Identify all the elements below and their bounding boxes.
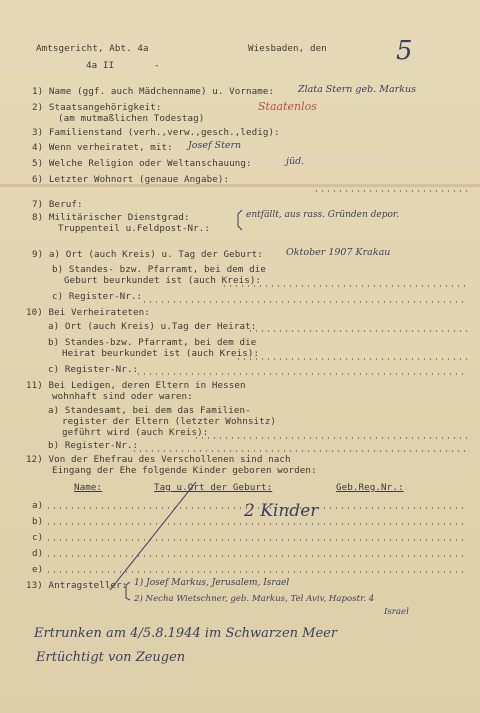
field-5-label: 5) Welche Religion oder Weltanschauung: [32, 158, 252, 169]
page-mark: 5 [396, 36, 413, 66]
applicant-2-cont: Israel [384, 607, 409, 617]
field-2-sub: (am mutmaßlichen Todestag) [58, 113, 205, 124]
field-8-sub: Truppenteil u.Feldpost-Nr.: [58, 223, 211, 234]
field-11b: b) Register-Nr.: [48, 440, 139, 451]
field-9b-line1: b) Standes- bzw. Pfarramt, bei dem die [52, 264, 266, 275]
field-4-label: 4) Wenn verheiratet, mit: [32, 142, 173, 153]
children-note: 2 Kinder [244, 501, 319, 521]
child-row-c: c) [32, 532, 44, 543]
applicant-1: 1) Josef Markus, Jerusalem, Israel [134, 578, 290, 588]
field-11a-line1: a) Standesamt, bei dem das Familien- [48, 405, 251, 416]
strike-through-line [110, 482, 196, 590]
field-7-label: 7) Beruf: [32, 199, 83, 210]
applicant-2: 2) Necha Wietschner, geb. Markus, Tel Aviv, Hapostr. 4 [134, 594, 375, 604]
dotted-fill-lines [48, 191, 468, 572]
court-header: Amtsgericht, Abt. 4a [36, 43, 149, 54]
field-12-line2: Eingang der Ehe folgende Kinder geboren worden: [52, 465, 317, 476]
applicant-bracket [126, 582, 130, 600]
field-11-line1: 11) Bei Ledigen, deren Eltern in Hessen [26, 380, 246, 391]
field-11a-line3: geführt wird (auch Kreis): [62, 427, 209, 438]
field-10c: c) Register-Nr.: [48, 364, 139, 375]
field-12-line1: 12) Von der Ehefrau des Verschollenen sind nach [26, 454, 291, 465]
field-2-label: 2) Staatsangehörigkeit: [32, 102, 162, 113]
field-13-label: 13) Antragsteller: [26, 580, 128, 591]
case-dash: - [154, 60, 160, 71]
field-1-label: 1) Name (ggf. auch Mädchenname) u. Vorname: [32, 86, 275, 97]
field-10b-line2: Heirat beurkundet ist (auch Kreis): [62, 348, 260, 359]
col-birth-header: Tag u.Ort der Geburt: [154, 482, 273, 493]
child-row-b: b) [32, 516, 44, 527]
child-row-e: e) [32, 564, 44, 575]
field-8-value: entfällt, aus rass. Gründen depor. [246, 210, 400, 220]
col-name-header: Name: [74, 482, 103, 493]
field-2-value: Staatenlos [258, 100, 317, 113]
field-11a-line2: register der Eltern (letzter Wohnsitz) [62, 416, 276, 427]
field-10a: a) Ort (auch Kreis) u.Tag der Heirat: [48, 321, 257, 332]
field-1-value: Zlata Stern geb. Markus [298, 84, 416, 95]
field-5-value: jüd. [286, 156, 305, 167]
handwritten-note-1: Ertrunken am 4/5.8.1944 im Schwarzen Meer [34, 626, 338, 641]
field-11-line2: wohnhaft sind oder waren: [52, 391, 193, 402]
field-8-label: 8) Militärischer Dienstgrad: [32, 212, 190, 223]
field-9c: c) Register-Nr.: [52, 291, 143, 302]
military-bracket [238, 210, 242, 230]
field-10b-line1: b) Standes-bzw. Pfarramt, bei dem die [48, 337, 257, 348]
city-date: Wiesbaden, den [248, 43, 327, 54]
child-row-d: d) [32, 548, 44, 559]
field-10-label: 10) Bei Verheirateten: [26, 307, 150, 318]
child-row-a: a) [32, 500, 44, 511]
field-9-label: 9) a) Ort (auch Kreis) u. Tag der Geburt: [32, 249, 263, 260]
field-9-value: Oktober 1907 Krakau [286, 247, 391, 258]
field-9b-line2: Geburt beurkundet ist (auch Kreis): [64, 275, 262, 286]
field-3-label: 3) Familienstand (verh.,verw.,gesch.,ledig): [32, 127, 280, 138]
field-4-value: Josef Stern [188, 140, 242, 151]
col-reg-header: Geb.Reg.Nr.: [336, 482, 404, 493]
handwritten-note-2: Ertüchtigt von Zeugen [36, 650, 186, 665]
case-number: 4a II [86, 60, 115, 71]
field-6-label: 6) Letzter Wohnort (genaue Angabe): [32, 174, 230, 185]
